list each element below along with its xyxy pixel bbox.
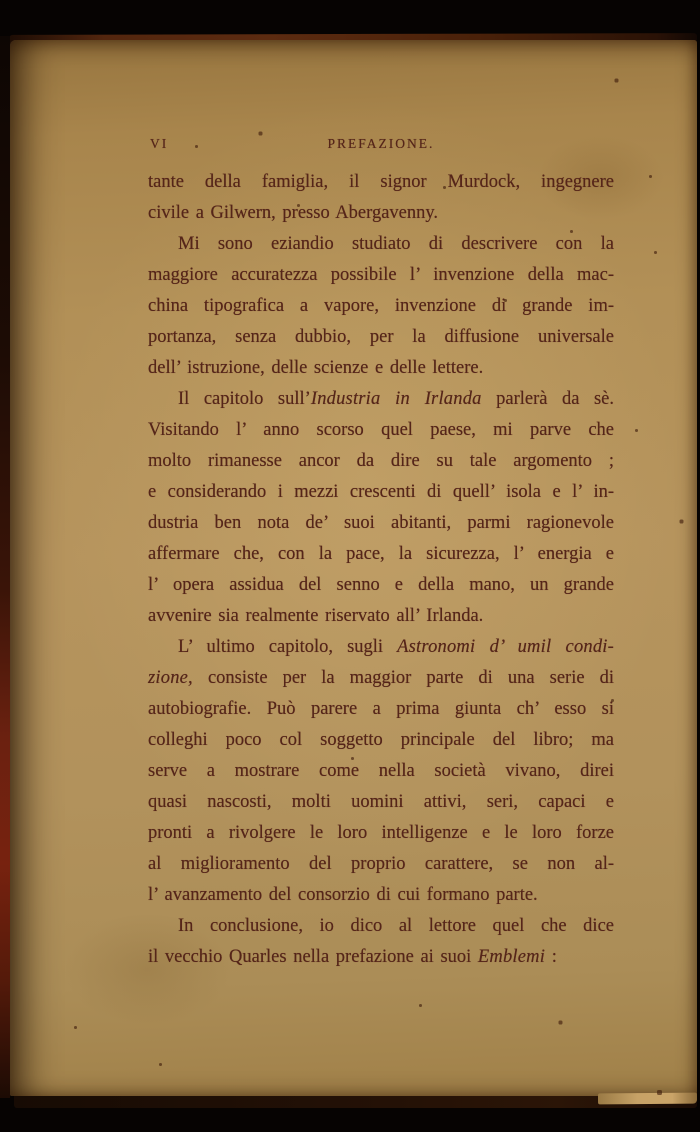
text-line: al miglioramento del proprio carattere, se non al-	[148, 854, 614, 874]
text-line: L’ ultimo capitolo, sugli Astronomi d’ umil condi-	[178, 637, 615, 657]
book-binding-strip	[0, 36, 10, 1098]
text-line: pronti a rivolgere le loro intelligenze e le loro forze	[148, 823, 614, 843]
text-line: Mi sono eziandio studiato di descrivere con la	[178, 234, 614, 254]
under-pages-fore-edge	[598, 1093, 697, 1105]
text-line: Il capitolo sull’Industria in Irlanda parlerà da sè.	[178, 389, 614, 409]
text-line: zione, consiste per la maggior parte di una serie di	[148, 668, 614, 688]
page-number: VI	[150, 136, 169, 151]
text-line: avvenire sia realmente riservato all’ Irlanda.	[148, 606, 484, 626]
text-line: civile a Gilwern, presso Abergavenny.	[148, 203, 439, 223]
text-line: e considerando i mezzi crescenti di quell’ isola e l’ in-	[148, 482, 614, 502]
text-line: dustria ben nota de’ suoi abitanti, parmi ragionevole	[148, 513, 614, 533]
foxing-specks	[0, 0, 1, 1]
text-line: In conclusione, io dico al lettore quel che dice	[178, 916, 614, 936]
text-line: quasi nascosti, molti uomini attivi, seri, capaci e	[148, 792, 614, 812]
text-line: il vecchio Quarles nella prefazione ai suoi Emblemi :	[148, 947, 557, 967]
text-line: molto rimanesse ancor da dire su tale argomento ;	[148, 451, 614, 471]
under-pages-edge	[14, 1096, 697, 1108]
text-line: affermare che, con la pace, la sicurezza, l’ energia e	[148, 544, 614, 564]
text-line: autobiografie. Può parere a prima giunta ch’ esso si	[148, 699, 614, 719]
running-head	[148, 136, 614, 156]
text-line: colleghi poco col soggetto principale del libro; ma	[148, 730, 614, 750]
text-block	[148, 167, 614, 973]
text-line: china tipografica a vapore, invenzione di grande im-	[148, 296, 614, 316]
text-line: dell’ istruzione, delle scienze e delle lettere.	[148, 358, 484, 378]
text-line: l’ opera assidua del senno e della mano, un grande	[148, 575, 614, 595]
text-line: tante della famiglia, il signor Murdock, ingegnere	[148, 172, 614, 192]
book-page	[10, 40, 697, 1096]
running-title: PREFAZIONE.	[327, 136, 435, 151]
text-line: maggiore accuratezza possibile l’ invenzione della mac-	[148, 265, 614, 285]
text-line: portanza, senza dubbio, per la diffusione universale	[148, 327, 614, 347]
text-line: serve a mostrare come nella società vivano, direi	[148, 761, 614, 781]
text-line: Visitando l’ anno scorso quel paese, mi parve che	[148, 420, 614, 440]
text-line: l’ avanzamento del consorzio di cui formano parte.	[148, 885, 538, 905]
